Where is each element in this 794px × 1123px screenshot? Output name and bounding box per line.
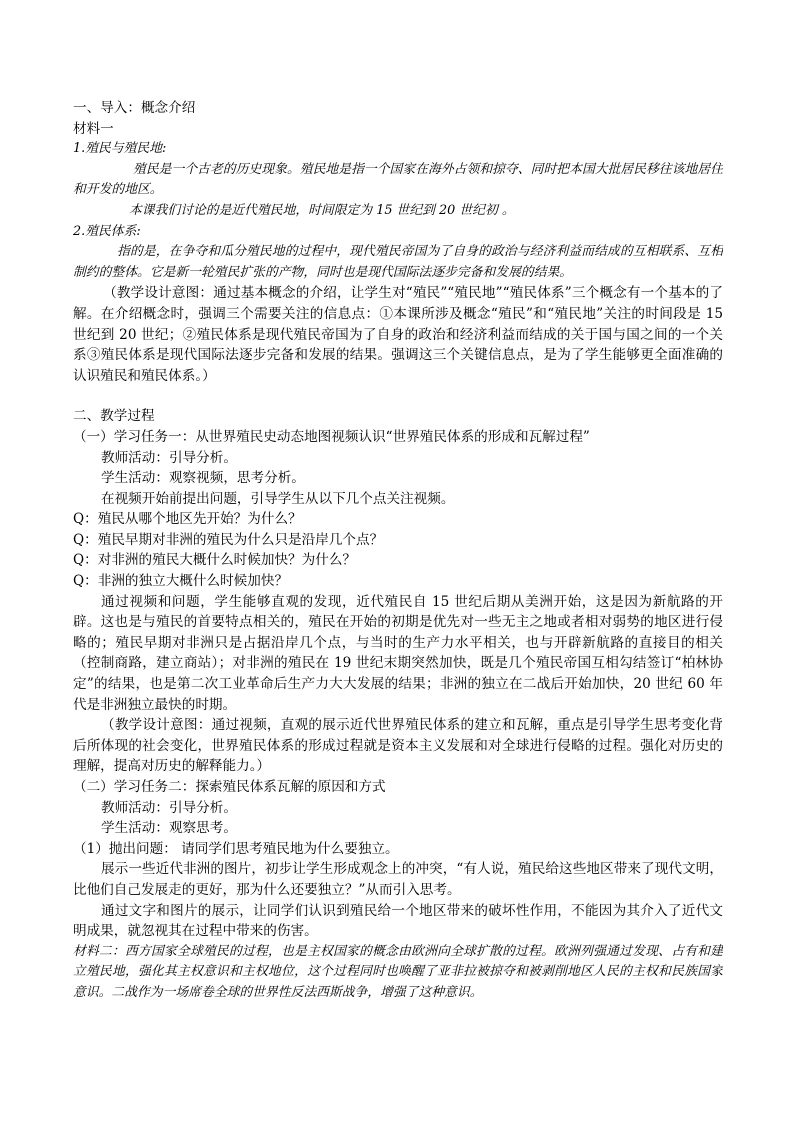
conclusion: 通过文字和图片的展示，让同学们认识到殖民给一个地区带来的破坏性作用，不能因为其介入了近代文明成果，就忽视其在过程中带来的伤害。 xyxy=(73,902,723,940)
section-2-title: 二、教学过程 xyxy=(73,408,155,425)
colonial-system-definition: 指的是，在争夺和瓜分殖民地的过程中，现代殖民帝国为了自身的政治与经济利益而结成的互相联系、互相制约的整体。它是新一轮殖民扩张的产物，同时也是现代国际法逐步完备和发展的结果。 xyxy=(73,244,723,280)
task-2-heading: （二）学习任务二：探索殖民体系瓦解的原因和方式 xyxy=(73,779,386,795)
question-2: Q：殖民早期对非洲的殖民为什么只是沿岸几个点？ xyxy=(73,531,384,548)
material-2: 材料二：西方国家全球殖民的过程，也是主权国家的概念由欧洲向全球扩散的过程。欧洲列强通过发现、占有和建立殖民地，强化其主权意识和主权地位，这个过程同时也唤醒了亚非拉被掠夺和被剥削地区人民的主权和民族国家意识。二战作为一场席卷全球的世界性反法西斯战争，增强了这种意识。 xyxy=(73,943,723,1000)
teacher-activity-2: 教师活动：引导分析。 xyxy=(101,799,237,816)
document-page xyxy=(73,98,723,1004)
design-intent-1: （教学设计意图：通过基本概念的介绍，让学生对“殖民”“殖民地”“殖民体系”三个概念有一个基本的了解。在介绍概念时，强调三个需要关注的信息点：①本课所涉及概念“殖民”和“殖民地”关注的时间段是 15 世纪到 20 世纪；②殖民体系是现代殖民帝国为了自身的政治和经济利益而结成的关于国与国之间的一个关系③殖民体系是现代国际法逐步完备和发展的结果。强调这三个关键信息点，是为了学生能够更全面准确的认识殖民和殖民体系。） xyxy=(73,285,723,384)
teacher-activity-1: 教师活动：引导分析。 xyxy=(101,449,237,466)
modern-colony-timeframe: 本课我们讨论的是近代殖民地，时间限定为 15 世纪到 20 世纪初 。 xyxy=(129,202,515,218)
show-pictures: 展示一些近代非洲的图片，初步让学生形成观念上的冲突，“有人说，殖民给这些地区带来了现代文明，比他们自己发展走的更好，那为什么还要独立？”从而引入思考。 xyxy=(73,861,723,898)
video-intro: 在视频开始前提出问题，引导学生从以下几个点关注视频。 xyxy=(101,490,455,507)
student-activity-1: 学生活动：观察视频，思考分析。 xyxy=(101,470,305,487)
heading-colonial-system: 2.殖民体系: xyxy=(73,223,141,239)
material-1-label: 材料一 xyxy=(73,120,114,137)
colony-definition: 殖民是一个古老的历史现象。殖民地是指一个国家在海外占领和掠夺、同时把本国大批居民移往该地居住和开发的地区。 xyxy=(73,161,723,198)
student-activity-2: 学生活动：观察思考。 xyxy=(101,820,237,837)
heading-colony: 1.殖民与殖民地: xyxy=(73,141,167,157)
task-1-heading: （一）学习任务一：从世界殖民史动态地图视频认识“世界殖民体系的形成和瓦解过程” xyxy=(73,428,590,445)
question-3: Q：对非洲的殖民大概什么时候加快？为什么？ xyxy=(73,552,357,569)
video-analysis: 通过视频和问题，学生能够直观的发现，近代殖民自 15 世纪后期从美洲开始，这是因为新航路的开辟。这也是与殖民的首要特点相关的，殖民在开始的初期是优先对一些无主之地或者相对弱势的地区进行侵略的；殖民早期对非洲只是占据沿岸几个点，与当时的生产力水平相关，也与开辟新航路的直接目的相关（控制商路，建立商站）；对非洲的殖民在 19 世纪末期突然加快，既是几个殖民帝国互相勾结签订“柏林协定”的结果，也是第二次工业革命后生产力大大发展的结果；非洲的独立在二战后开始加快，20 世纪 60 年代是非洲独立最快的时期。 xyxy=(73,593,723,713)
design-intent-2: （教学设计意图：通过视频，直观的展示近代世界殖民体系的建立和瓦解，重点是引导学生思考变化背后所体现的社会变化，世界殖民体系的形成过程就是资本主义发展和对全球进行侵略的过程。强化对历史的理解，提高对历史的解释能力。） xyxy=(73,717,723,775)
section-1-title: 一、导入：概念介绍 xyxy=(73,100,196,116)
question-independence: （1）抛出问题： 请同学们思考殖民地为什么要独立。 xyxy=(73,840,399,857)
question-1: Q：殖民从哪个地区先开始？为什么？ xyxy=(73,511,302,528)
question-4: Q：非洲的独立大概什么时候加快？ xyxy=(73,573,289,590)
